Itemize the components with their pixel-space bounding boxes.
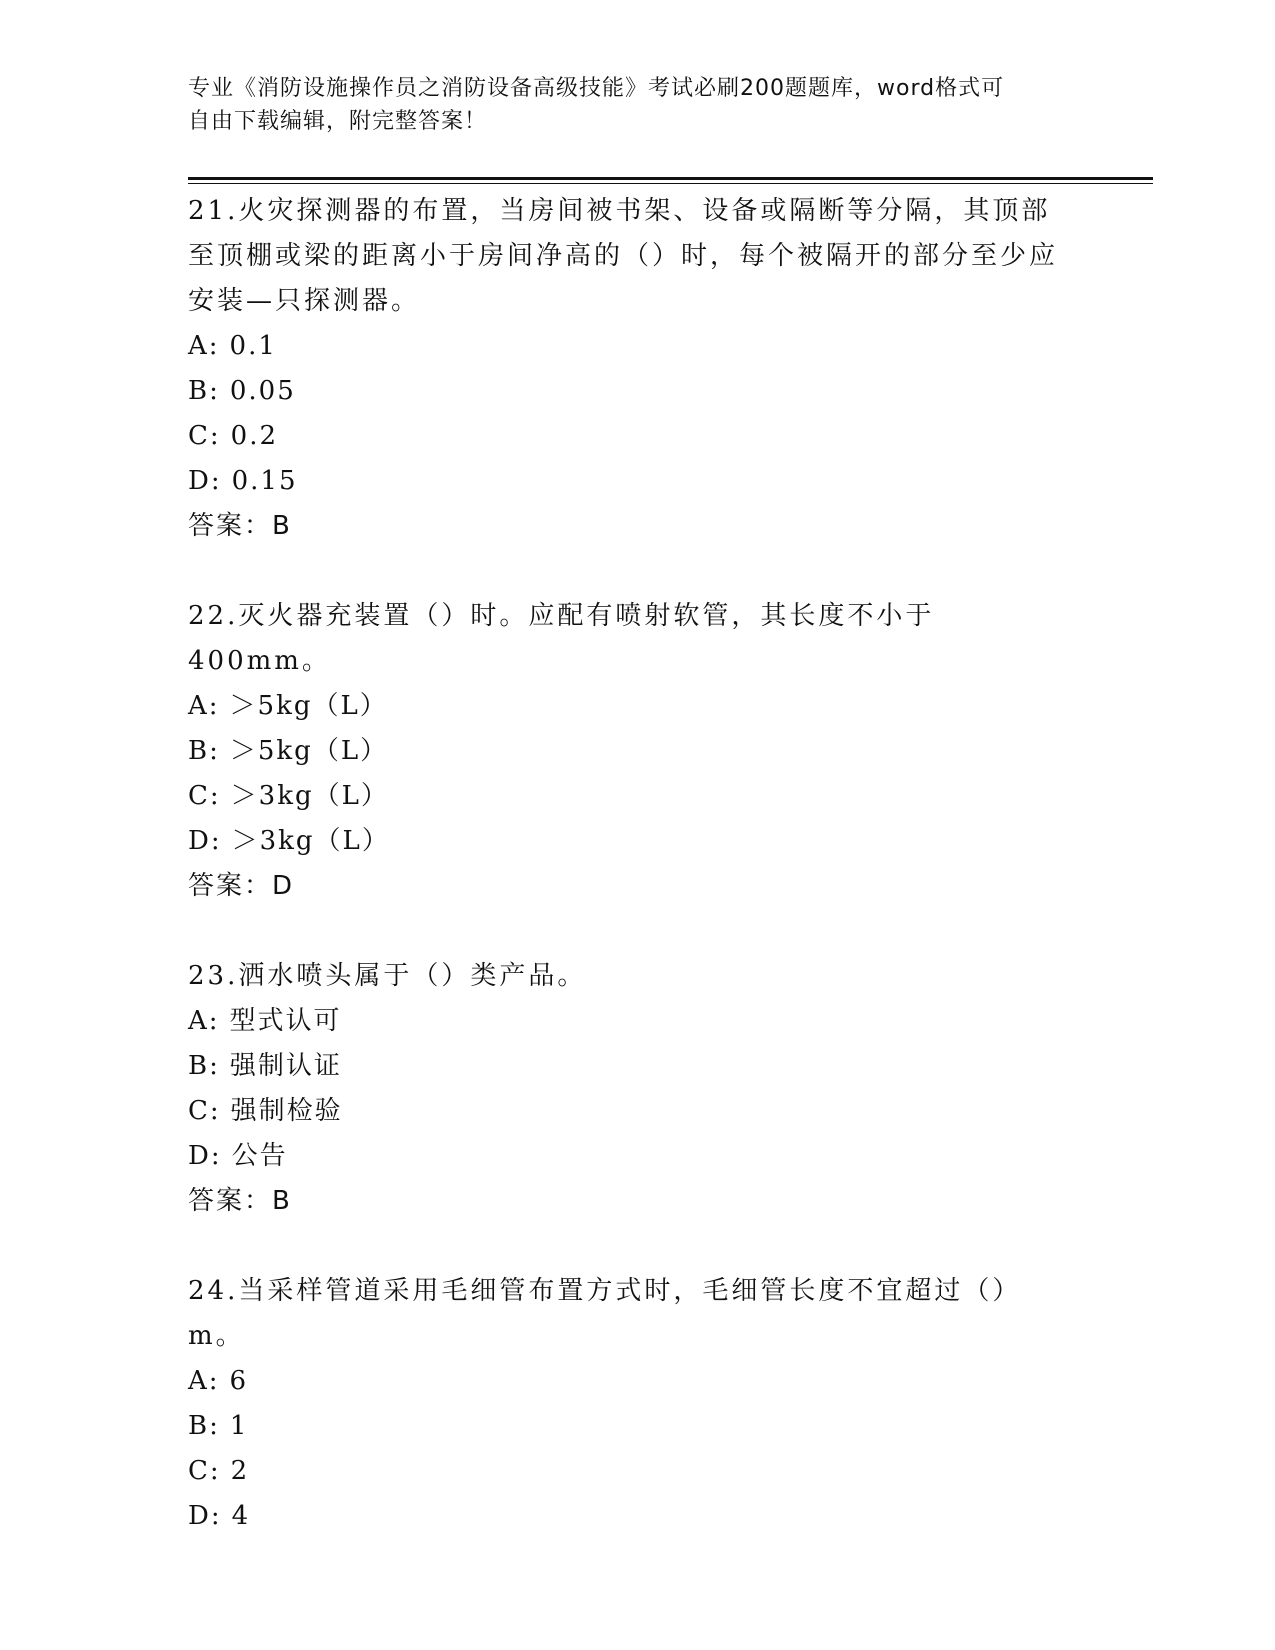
option-text: 0.05	[229, 376, 296, 406]
option-letter: D:	[188, 826, 222, 856]
option-letter: D:	[188, 1501, 222, 1531]
option-letter: C:	[188, 1456, 221, 1486]
option-a	[188, 999, 1088, 1044]
header-line-1: 专业《消防设施操作员之消防设备高级技能》考试必刷200题题库，word格式可	[188, 76, 1005, 101]
header-divider-thick	[188, 177, 1153, 180]
option-b	[188, 1044, 1088, 1089]
option-b	[188, 729, 1088, 774]
option-d	[188, 819, 1088, 864]
option-letter: A:	[188, 331, 220, 361]
option-d	[188, 1494, 1088, 1539]
question-21	[188, 189, 1088, 549]
option-c	[188, 414, 1088, 459]
answer-line: 答案：D	[188, 871, 295, 901]
option-letter: A:	[188, 691, 220, 721]
question-24	[188, 1269, 1088, 1539]
option-text: 公告	[231, 1141, 288, 1171]
option-letter: C:	[188, 781, 221, 811]
option-a	[188, 324, 1088, 369]
option-text: 强制认证	[229, 1051, 342, 1081]
option-text: ＞3kg（L）	[230, 781, 389, 811]
option-text: 6	[229, 1366, 249, 1396]
option-text: 0.1	[229, 331, 277, 361]
option-text: 2	[230, 1456, 250, 1486]
option-letter: B:	[188, 1411, 220, 1441]
option-text: ＞5kg（L）	[229, 736, 389, 766]
option-letter: A:	[188, 1366, 220, 1396]
option-letter: B:	[188, 376, 220, 406]
option-a	[188, 1359, 1088, 1404]
option-c	[188, 774, 1088, 819]
option-text: 1	[229, 1411, 249, 1441]
option-text: 0.15	[231, 466, 298, 496]
question-22	[188, 594, 1088, 909]
option-letter: D:	[188, 1141, 222, 1171]
option-d	[188, 459, 1088, 504]
question-stem: 24.当采样管道采用毛细管布置方式时，毛细管长度不宜超过（）m。	[188, 1276, 1022, 1351]
option-letter: C:	[188, 421, 221, 451]
option-letter: B:	[188, 1051, 220, 1081]
option-a	[188, 684, 1088, 729]
option-b	[188, 369, 1088, 414]
option-c	[188, 1089, 1088, 1134]
option-b	[188, 1404, 1088, 1449]
option-text: ＞3kg（L）	[231, 826, 390, 856]
option-letter: D:	[188, 466, 222, 496]
answer-line: 答案：B	[188, 1186, 292, 1216]
option-c	[188, 1449, 1088, 1494]
question-list	[188, 189, 1088, 1584]
header-line-2: 自由下载编辑，附完整答案！	[188, 109, 488, 134]
option-text: 4	[231, 1501, 251, 1531]
option-letter: C:	[188, 1096, 221, 1126]
option-text: 强制检验	[230, 1096, 343, 1126]
question-stem: 21.火灾探测器的布置，当房间被书架、设备或隔断等分隔，其顶部至顶棚或梁的距离小于房间净高的（）时，每个被隔开的部分至少应安装—只探测器。	[188, 196, 1059, 316]
option-letter: B:	[188, 736, 220, 766]
question-stem: 23.洒水喷头属于（）类产品。	[188, 961, 587, 991]
option-text: 型式认可	[229, 1006, 342, 1036]
document-header	[188, 72, 1068, 138]
option-text: ＞5kg（L）	[229, 691, 388, 721]
option-text: 0.2	[230, 421, 279, 451]
question-stem: 22.灭火器充装置（）时。应配有喷射软管，其长度不小于400mm。	[188, 601, 935, 676]
question-23	[188, 954, 1088, 1224]
answer-line: 答案：B	[188, 511, 292, 541]
header-divider-thin	[188, 183, 1153, 184]
option-d	[188, 1134, 1088, 1179]
option-letter: A:	[188, 1006, 220, 1036]
